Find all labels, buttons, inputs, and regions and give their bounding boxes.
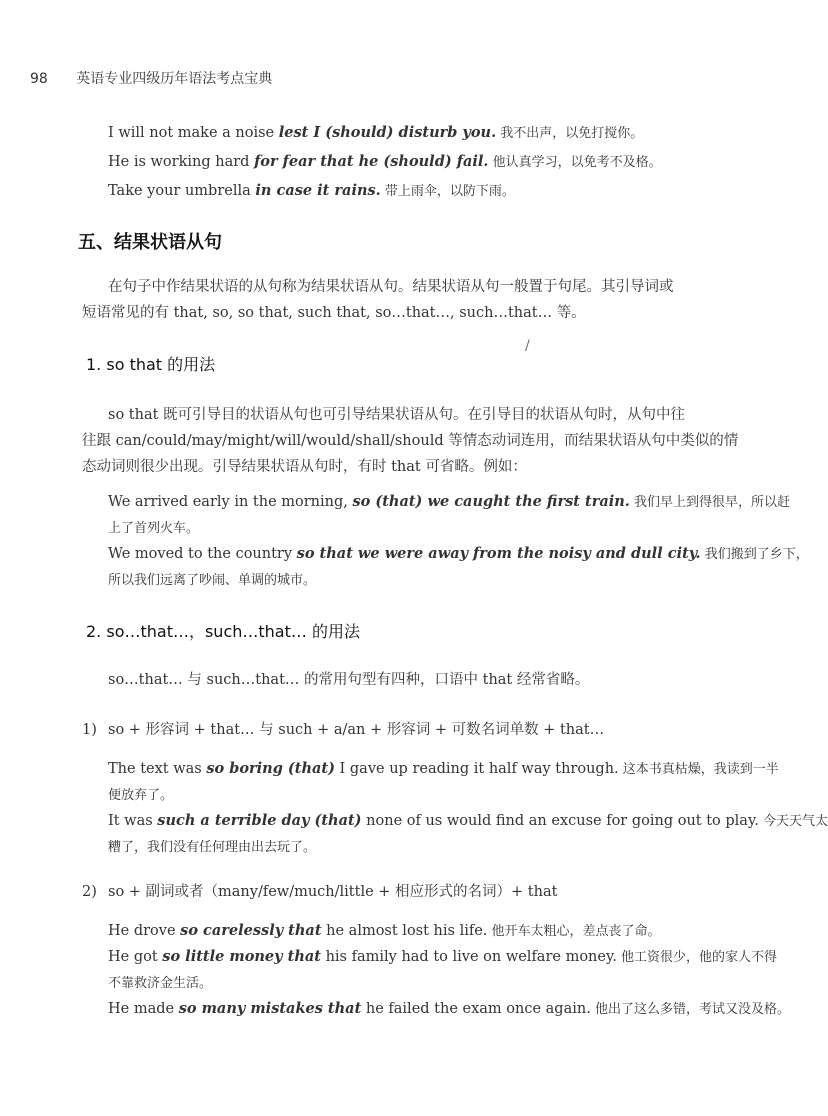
paragraph-line: 态动词则很少出现。引导结果状语从句时，有时 that 可省略。例如： <box>82 459 527 475</box>
example-sentence: Take your umbrella in case it rains. 带上雨伞，以防下雨。 <box>108 182 515 199</box>
example-sentence: We moved to the country so that we were away from the noisy and dull city. 我们搬到了乡下， <box>108 545 809 562</box>
example-sentence: He is working hard for fear that he (should) fail. 他认真学习，以免考不及格。 <box>108 153 662 170</box>
paragraph-line: so…that… 与 such…that… 的常用句型有四种，口语中 that 经常省略。 <box>108 672 590 688</box>
example-sentence: The text was so boring (that) I gave up reading it half way through. 这本书真枯燥，我读到一半 <box>108 760 779 777</box>
example-sentence-continued: 便放弃了。 <box>108 788 174 803</box>
example-sentence-continued: 所以我们远离了吵闹、单调的城市。 <box>108 573 317 588</box>
paragraph-line: 往跟 can/could/may/might/will/would/shall/should 等情态动词连用，而结果状语从句中类似的情 <box>82 433 739 449</box>
book-title: 英语专业四级历年语法考点宝典 <box>76 71 273 87</box>
example-sentence: It was such a terrible day (that) none of us would find an excuse for going out to play. 今天天气太 <box>108 812 828 829</box>
example-sentence-continued: 不靠救济金生活。 <box>108 976 213 991</box>
example-sentence: He drove so carelessly that he almost lost his life. 他开车太粗心，差点丧了命。 <box>108 922 661 939</box>
page-number: 98 <box>30 71 48 87</box>
section-title: 五、结果状语从句 <box>78 232 222 253</box>
example-sentence: He got so little money that his family had to live on welfare money. 他工资很少，他的家人不得 <box>108 948 777 965</box>
example-sentence: We arrived early in the morning, so (that) we caught the first train. 我们早上到得很早，所以赶 <box>108 493 790 510</box>
subsection-title: 1. so that 的用法 <box>86 355 216 374</box>
margin-mark: / <box>525 338 530 354</box>
page-header <box>30 68 272 88</box>
example-sentence: I will not make a noise lest I (should) disturb you. 我不出声，以免打搅你。 <box>108 124 644 141</box>
paragraph-line: so that 既可引导目的状语从句也可引导结果状语从句。在引导目的状语从句时，从句中往 <box>108 407 686 423</box>
paragraph-line: 短语常见的有 that, so, so that, such that, so…that…, such…that… 等。 <box>82 305 586 321</box>
subsection-title: 2. so…that…，such…that… 的用法 <box>86 622 360 641</box>
example-sentence: He made so many mistakes that he failed the exam once again. 他出了这么多错，考试又没及格。 <box>108 1000 790 1017</box>
paragraph-line: 在句子中作结果状语的从句称为结果状语从句。结果状语从句一般置于句尾。其引导词或 <box>108 279 674 295</box>
example-sentence-continued: 糟了，我们没有任何理由出去玩了。 <box>108 840 317 855</box>
pattern-item: 2) so + 副词或者（many/few/much/little + 相应形式的名词）+ that <box>82 884 558 900</box>
example-sentence-continued: 上了首列火车。 <box>108 521 200 536</box>
pattern-item: 1) so + 形容词 + that… 与 such + a/an + 形容词 + 可数名词单数 + that… <box>82 722 605 738</box>
